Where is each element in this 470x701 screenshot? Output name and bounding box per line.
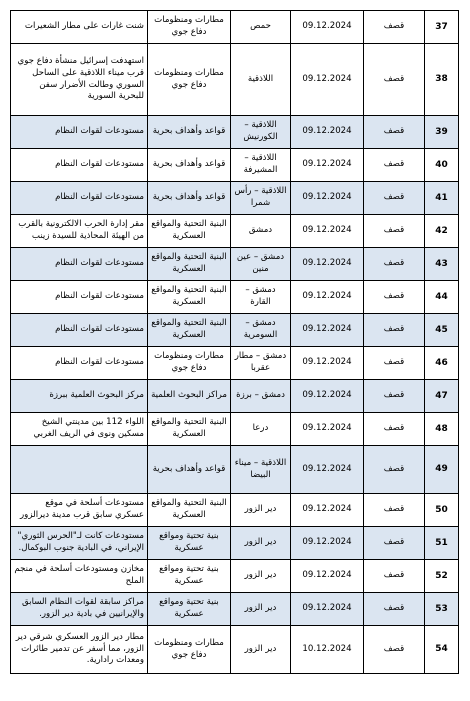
- strikes-table-container: [10, 10, 459, 674]
- attack-date: 09.12.2024: [291, 527, 364, 560]
- attack-date: 09.12.2024: [291, 494, 364, 527]
- attack-location: اللاذقية – المشيرفة: [231, 149, 291, 182]
- attack-details: مستودعات أسلحة في موقع عسكري سابق قرب مدينة ديرالزور: [11, 494, 148, 527]
- attack-location: حمص: [231, 11, 291, 44]
- row-number: 49: [425, 446, 459, 494]
- target-category: بنية تحتية ومواقع عسكرية: [148, 593, 231, 626]
- attack-location: دمشق – السومرية: [231, 314, 291, 347]
- attack-details: مستودعات لقوات النظام: [11, 182, 148, 215]
- target-category: البنية التحتية والمواقع العسكرية: [148, 494, 231, 527]
- row-number: 40: [425, 149, 459, 182]
- attack-details: مستودعات لقوات النظام: [11, 347, 148, 380]
- row-number: 38: [425, 44, 459, 116]
- target-category: البنية التحتية والمواقع العسكرية: [148, 281, 231, 314]
- attack-type: قصف: [364, 380, 425, 413]
- attack-details: مقر إدارة الحرب الالكترونية بالقرب من الهيئة المحاذية للسيدة زينب: [11, 215, 148, 248]
- attack-details: مخازن ومستودعات أسلحة في منجم الملح: [11, 560, 148, 593]
- attack-location: دمشق – عين منين: [231, 248, 291, 281]
- target-category: البنية التحتية والمواقع العسكرية: [148, 314, 231, 347]
- attack-type: قصف: [364, 11, 425, 44]
- attack-type: قصف: [364, 527, 425, 560]
- attack-location: اللاذقية – الكورنيش: [231, 116, 291, 149]
- table-row: [11, 44, 459, 116]
- row-number: 44: [425, 281, 459, 314]
- attack-date: 09.12.2024: [291, 560, 364, 593]
- attack-details: مطار دير الزور العسكري شرقي دير الزور، مما أسفر عن تدمير طائرات ومعدات رادارية.: [11, 626, 148, 674]
- attack-details: مستودعات لقوات النظام: [11, 149, 148, 182]
- attack-location: دير الزور: [231, 494, 291, 527]
- attack-location: دير الزور: [231, 626, 291, 674]
- target-category: البنية التحتية والمواقع العسكرية: [148, 413, 231, 446]
- attack-location: دير الزور: [231, 560, 291, 593]
- attack-location: دير الزور: [231, 593, 291, 626]
- target-category: قواعد وأهداف بحرية: [148, 149, 231, 182]
- attack-type: قصف: [364, 215, 425, 248]
- table-row: [11, 116, 459, 149]
- attack-type: قصف: [364, 281, 425, 314]
- row-number: 46: [425, 347, 459, 380]
- target-category: مطارات ومنظومات دفاع جوي: [148, 347, 231, 380]
- attack-location: دمشق – مطار عقربا: [231, 347, 291, 380]
- attack-details: مستودعات لقوات النظام: [11, 248, 148, 281]
- attack-location: دير الزور: [231, 527, 291, 560]
- table-row: [11, 527, 459, 560]
- attack-type: قصف: [364, 626, 425, 674]
- table-row: [11, 314, 459, 347]
- attack-location: دمشق – برزة: [231, 380, 291, 413]
- table-row: [11, 215, 459, 248]
- table-row: [11, 248, 459, 281]
- attack-type: قصف: [364, 149, 425, 182]
- attack-location: درعا: [231, 413, 291, 446]
- attack-date: 09.12.2024: [291, 44, 364, 116]
- table-row: [11, 413, 459, 446]
- attack-date: 09.12.2024: [291, 380, 364, 413]
- attack-details: شنت غارات على مطار الشعيرات: [11, 11, 148, 44]
- table-row: [11, 593, 459, 626]
- attack-type: قصف: [364, 446, 425, 494]
- attack-location: دمشق – القارة: [231, 281, 291, 314]
- table-row: [11, 149, 459, 182]
- target-category: البنية التحتية والمواقع العسكرية: [148, 215, 231, 248]
- attack-type: قصف: [364, 116, 425, 149]
- row-number: 45: [425, 314, 459, 347]
- target-category: قواعد وأهداف بحرية: [148, 116, 231, 149]
- row-number: 48: [425, 413, 459, 446]
- target-category: مطارات ومنظومات دفاع جوي: [148, 11, 231, 44]
- row-number: 54: [425, 626, 459, 674]
- attack-details: اللواء 112 بين مدينتي الشيخ مسكين ونوى في الريف الغربي: [11, 413, 148, 446]
- table-row: [11, 281, 459, 314]
- target-category: مطارات ومنظومات دفاع جوي: [148, 626, 231, 674]
- attack-location: اللاذقية: [231, 44, 291, 116]
- attack-type: قصف: [364, 413, 425, 446]
- strikes-table: [10, 10, 459, 674]
- attack-type: قصف: [364, 314, 425, 347]
- attack-date: 09.12.2024: [291, 347, 364, 380]
- row-number: 37: [425, 11, 459, 44]
- table-row: [11, 182, 459, 215]
- row-number: 52: [425, 560, 459, 593]
- table-row: [11, 626, 459, 674]
- attack-date: 09.12.2024: [291, 215, 364, 248]
- attack-date: 10.12.2024: [291, 626, 364, 674]
- target-category: قواعد وأهداف بحرية: [148, 182, 231, 215]
- target-category: مراكز البحوث العلمية: [148, 380, 231, 413]
- table-row: [11, 446, 459, 494]
- target-category: مطارات ومنظومات دفاع جوي: [148, 44, 231, 116]
- attack-details: مستودعات كانت لـ"الحرس الثوري" الإيراني، في البادية جنوب البوكمال.: [11, 527, 148, 560]
- attack-date: 09.12.2024: [291, 182, 364, 215]
- table-row: [11, 11, 459, 44]
- target-category: البنية التحتية والمواقع العسكرية: [148, 248, 231, 281]
- attack-details: مستودعات لقوات النظام: [11, 281, 148, 314]
- attack-date: 09.12.2024: [291, 281, 364, 314]
- attack-date: 09.12.2024: [291, 11, 364, 44]
- strikes-table-body: [11, 11, 459, 674]
- row-number: 39: [425, 116, 459, 149]
- attack-details: مراكز سابقة لقوات النظام السابق والإيرانيين في بادية دير الزور.: [11, 593, 148, 626]
- attack-date: 09.12.2024: [291, 593, 364, 626]
- attack-date: 09.12.2024: [291, 413, 364, 446]
- attack-type: قصف: [364, 560, 425, 593]
- row-number: 53: [425, 593, 459, 626]
- attack-location: اللاذقية – ميناء البيضا: [231, 446, 291, 494]
- row-number: 50: [425, 494, 459, 527]
- attack-type: قصف: [364, 593, 425, 626]
- row-number: 51: [425, 527, 459, 560]
- attack-details: [11, 446, 148, 494]
- target-category: بنية تحتية ومواقع عسكرية: [148, 560, 231, 593]
- attack-location: اللاذقية – رأس شمرا: [231, 182, 291, 215]
- row-number: 42: [425, 215, 459, 248]
- target-category: بنية تحتية ومواقع عسكرية: [148, 527, 231, 560]
- attack-details: مركز البحوث العلمية ببرزة: [11, 380, 148, 413]
- attack-type: قصف: [364, 182, 425, 215]
- attack-date: 09.12.2024: [291, 314, 364, 347]
- table-row: [11, 347, 459, 380]
- attack-details: استهدفت إسرائيل منشأة دفاع جوي قرب ميناء اللاذقية على الساحل السوري وطالت الأضرار سفن للبحرية السورية: [11, 44, 148, 116]
- table-row: [11, 560, 459, 593]
- attack-location: دمشق: [231, 215, 291, 248]
- table-row: [11, 494, 459, 527]
- attack-date: 09.12.2024: [291, 248, 364, 281]
- attack-type: قصف: [364, 347, 425, 380]
- row-number: 43: [425, 248, 459, 281]
- row-number: 47: [425, 380, 459, 413]
- table-row: [11, 380, 459, 413]
- attack-date: 09.12.2024: [291, 149, 364, 182]
- attack-details: مستودعات لقوات النظام: [11, 314, 148, 347]
- attack-date: 09.12.2024: [291, 116, 364, 149]
- attack-date: 09.12.2024: [291, 446, 364, 494]
- attack-type: قصف: [364, 44, 425, 116]
- row-number: 41: [425, 182, 459, 215]
- attack-type: قصف: [364, 248, 425, 281]
- target-category: قواعد وأهداف بحرية: [148, 446, 231, 494]
- attack-type: قصف: [364, 494, 425, 527]
- attack-details: مستودعات لقوات النظام: [11, 116, 148, 149]
